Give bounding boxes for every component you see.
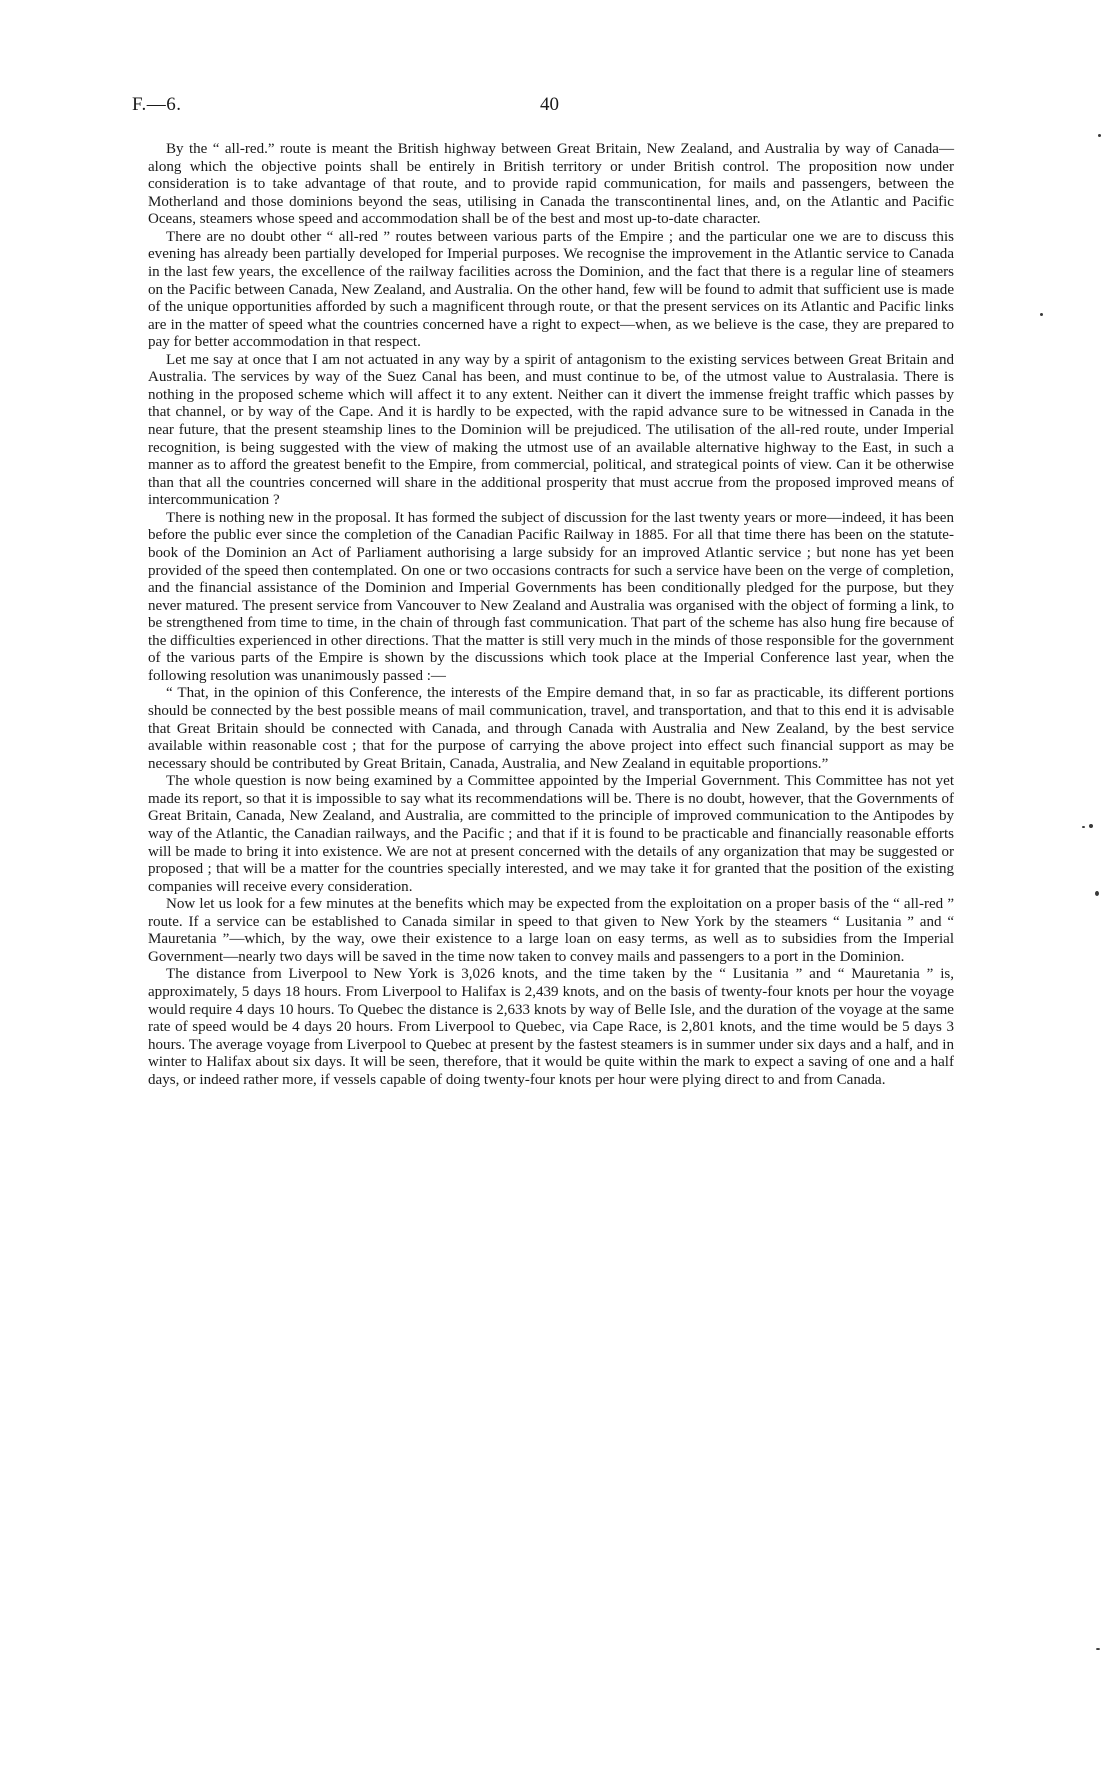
page-reference: F.—6. [132,94,182,115]
paragraph: There are no doubt other “ all-red ” routes between various parts of the Empire ; and the particular one we are to discuss this evening has already been partially developed for Imperial purposes. We recognise the improvement in the Atlantic service to Canada in the last few years, the excellence of the railway facilities across the Dominion, and the fact that there is a regular line of steamers on the Pacific between Canada, New Zealand, and Australia. On the other hand, few will be found to admit that sufficient use is made of the unique opportunities afforded by such a magnificent through route, or that the present services on its Atlantic and Pacific links are in the matter of speed what the countries concerned have a right to expect—when, as we believe is the case, they are prepared to pay for better accommodation in that respect. [148,228,954,351]
paragraph: The whole question is now being examined by a Committee appointed by the Imperial Government. This Committee has not yet made its report, so that it is impossible to say what its recommendations will be. There is no doubt, however, that the Governments of Great Britain, Canada, New Zealand, and Australia, are committed to the principle of improved communication to the Antipodes by way of the Atlantic, the Canadian railways, and the Pacific ; and that if it is found to be practicable and financially reasonable efforts will be made to bring it into existence. We are not at present concerned with the details of any organization that may be suggested or proposed ; that will be a matter for the countries specially interested, and we may take it for granted that the position of the existing companies will receive every consideration. [148,773,954,895]
quoted-resolution: “ That, in the opinion of this Conference, the interests of the Empire demand that, in so far as practicable, its different portions should be connected by the best possible means of mail communication, travel, and transportation, and that to this end it is advisable that Great Britain should be connected with Canada, and through Canada with Australia and New Zealand, by the best service available within reasonable cost ; that for the purpose of carrying the above project into effect such financial support as may be necessary should be contributed by Great Britain, Canada, Australia, and New Zealand in equitable proportions.” [148,685,954,772]
paragraph: By the “ all-red.” route is meant the British highway between Great Britain, New Zealand, and Australia by way of Canada—along which the objective points shall be entirely in British territory or under British control. The proposition now under consideration is to take advantage of that route, and to provide rapid communication, for mails and passengers, between the Motherland and those dominions beyond the seas, utilising in Canada the transcontinental lines, and, on the Atlantic and Pacific Oceans, steamers whose speed and accommodation shall be of the best and most up-to-date character. [148,141,954,228]
scan-speck [1096,1648,1100,1650]
scan-speck [1095,891,1099,896]
paragraph: The distance from Liverpool to New York is 3,026 knots, and the time taken by the “ Lusitania ” and “ Mauretania ” is, approximately, 5 days 18 hours. From Liverpool to Halifax is 2,439 knots, and on the basis of twenty-four knots per hour the voyage would require 4 days 10 hours. To Quebec the distance is 2,633 knots by way of Belle Isle, and the duration of the voyage at the same rate of speed would be 4 days 20 hours. From Liverpool to Quebec, via Cape Race, is 2,801 knots, and the time would be 5 days 3 hours. The average voyage from Liverpool to Quebec at present by the fastest steamers is in summer under six days and a half, and in winter to Halifax about six days. It will be seen, therefore, that it would be quite within the mark to expect a saving of one and a half days, or indeed rather more, if vessels capable of doing twenty-four knots per hour were plying direct to and from Canada. [148,966,954,1088]
scan-speck [1040,313,1043,316]
scan-speck [1098,134,1101,137]
paragraph: Let me say at once that I am not actuated in any way by a spirit of antagonism to the existing services between Great Britain and Australia. The services by way of the Suez Canal has been, and must continue to be, of the utmost value to Australasia. There is nothing in the proposed scheme which will affect it to any extent. Neither can it divert the immense freight traffic which passes by that channel, or by way of the Cape. And it is hardly to be expected, with the rapid advance sure to be witnessed in Canada in the near future, that the present steamship lines to the Dominion will be prejudiced. The utilisation of the all-red route, under Imperial recognition, is being suggested with the view of making the utmost use of an available alternative highway to the East, in such a manner as to afford the greatest benefit to the Empire, from commercial, political, and strategical points of view. Can it be otherwise than that all the countries concerned will share in the additional prosperity that must accrue from the proposed improved means of intercommunication ? [148,351,954,509]
page-number: 40 [540,94,559,115]
body-text [148,141,954,1089]
paragraph: There is nothing new in the proposal. It has formed the subject of discussion for the last twenty years or more—indeed, it has been before the public ever since the completion of the Canadian Pacific Railway in 1885. For all that time there has been on the statute-book of the Dominion an Act of Parliament authorising a large subsidy for an improved Atlantic service ; but none has yet been provided of the speed then contemplated. On one or two occasions contracts for such a service have been on the verge of completion, and the financial assistance of the Dominion and Imperial Governments has been conditionally pledged for the purpose, but they never matured. The present service from Vancouver to New Zealand and Australia was organised with the object of forming a link, to be strengthened from time to time, in the chain of through fast communication. That part of the scheme has also hung fire because of the difficulties experienced in other directions. That the matter is still very much in the minds of those responsible for the government of the various parts of the Empire is shown by the discussions which took place at the Imperial Conference last year, when the following resolution was unanimously passed :— [148,509,954,684]
scan-speck [1089,824,1093,828]
paragraph: Now let us look for a few minutes at the benefits which may be expected from the exploitation on a proper basis of the “ all-red ” route. If a service can be established to Canada similar in speed to that given to New York by the steamers “ Lusitania ” and “ Mauretania ”—which, by the way, owe their existence to a large loan on easy terms, as well as to subsidies from the Imperial Government—nearly two days will be saved in the time now taken to convey mails and passengers to a port in the Dominion. [148,896,954,965]
scan-speck [1082,826,1085,828]
